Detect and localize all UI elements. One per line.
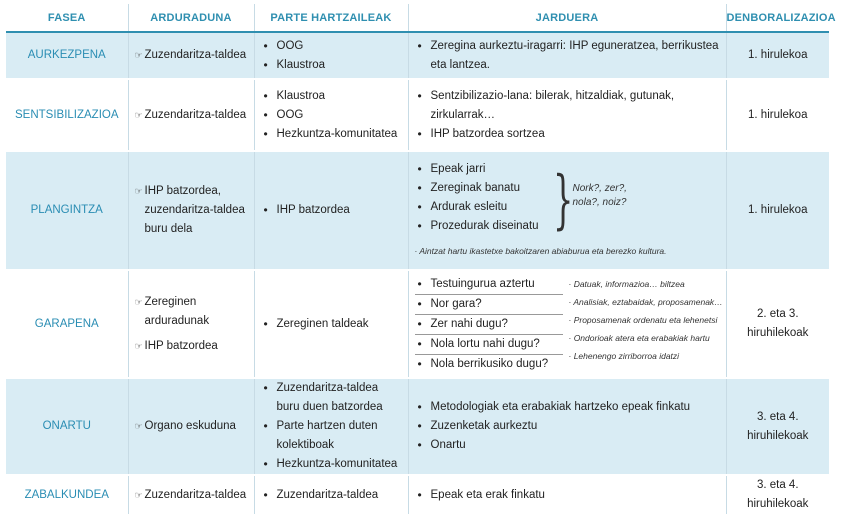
responsible-text: IHP batzordea, zuzendaritza-taldea buru dela xyxy=(144,185,245,235)
table-row xyxy=(6,475,829,515)
phase-cell: ZABALKUNDEA xyxy=(6,475,128,515)
list-item: • Zuzenketak aurkeztu xyxy=(415,417,720,436)
curly-brace-icon: } xyxy=(552,163,573,237)
responsible-text: Zuzendaritza-taldea xyxy=(144,108,247,121)
time-cell: 2. eta 3. hiruhilekoak xyxy=(726,270,829,378)
list-item: • Zuzendaritza-taldea xyxy=(261,486,402,505)
participants-cell xyxy=(254,475,408,515)
responsible-cell xyxy=(128,151,254,270)
pointing-hand-icon: ☞ xyxy=(134,186,143,196)
responsible-cell xyxy=(128,270,254,378)
phase-table xyxy=(6,4,836,516)
participants-cell xyxy=(254,151,408,270)
list-item: • Nola berrikusiko dugu? xyxy=(415,355,563,374)
header-parte-hartzaileak: PARTE HARTZAILEAK xyxy=(254,4,408,32)
phase-cell: GARAPENA xyxy=(6,270,128,378)
list-item: • Zereginak banatu xyxy=(415,179,720,198)
responsible-cell xyxy=(128,79,254,151)
list-item: • Epeak eta erak finkatu xyxy=(415,486,720,505)
list-item: • Sentzibilizazio-lana: bilerak, hitzaldiak, gutunak, zirkularrak… xyxy=(415,87,720,125)
responsible-text: Zuzendaritza-taldea xyxy=(144,488,247,501)
header-denboralizazioa: DENBORALIZAZIOA xyxy=(726,4,829,32)
responsible-text: IHP batzordea xyxy=(144,339,218,352)
list-item: • Epeak jarri xyxy=(415,160,720,179)
side-note: · Datuak, informazioa… biltzea xyxy=(568,278,685,289)
table-row xyxy=(6,378,829,475)
list-item: • Klaustroa xyxy=(261,87,402,106)
activities-cell xyxy=(408,79,726,151)
list-item: • OOG xyxy=(261,106,402,125)
side-note: · Proposamenak ordenatu eta lehenetsi xyxy=(568,314,718,325)
activities-cell xyxy=(408,32,726,79)
list-item: • Parte hartzen duten kolektiboak xyxy=(261,417,402,455)
brace-note-line: Nork?, zer?, xyxy=(572,183,627,194)
time-cell: 1. hirulekoa xyxy=(726,151,829,270)
pointing-hand-icon: ☞ xyxy=(134,421,143,431)
phase-cell: ONARTU xyxy=(6,378,128,475)
list-item: • Zuzendaritza-taldea buru duen batzordea xyxy=(261,379,402,417)
table-row xyxy=(6,151,829,270)
list-item: • Prozedurak diseinatu xyxy=(415,217,720,236)
list-item: • Onartu xyxy=(415,436,720,455)
brace-note-line: nola?, noiz? xyxy=(572,197,627,208)
pointing-hand-icon: ☞ xyxy=(134,296,143,307)
list-item: • Zereginen taldeak xyxy=(261,315,402,334)
list-item: • Zer nahi dugu? xyxy=(415,315,563,335)
phase-cell: PLANGINTZA xyxy=(6,151,128,270)
side-note: · Ondorioak atera eta erabakiak hartu xyxy=(568,332,710,343)
list-item: • Klaustroa xyxy=(261,56,402,75)
list-item: • IHP batzordea sortzea xyxy=(415,125,720,144)
pointing-hand-icon: ☞ xyxy=(134,109,143,120)
participants-cell xyxy=(254,32,408,79)
activities-cell xyxy=(408,378,726,475)
list-item: • Zeregina aurkeztu-iragarri: IHP eguneratzea, berrikustea eta lantzea. xyxy=(415,37,720,75)
participants-cell xyxy=(254,378,408,475)
header-fasea: FASEA xyxy=(6,4,128,32)
header-row xyxy=(6,4,829,32)
side-note: · Analisiak, eztabaidak, proposamenak… xyxy=(568,296,723,307)
time-cell: 1. hirulekoa xyxy=(726,79,829,151)
list-item: • Nola lortu nahi dugu? xyxy=(415,335,563,355)
brace-note xyxy=(573,182,627,210)
header-jarduera: JARDUERA xyxy=(408,4,726,32)
side-notes xyxy=(563,275,723,374)
list-item: • IHP batzordea xyxy=(261,201,402,220)
responsible-text: Organo eskuduna xyxy=(144,420,236,432)
time-cell: 3. eta 4. hiruhilekoak xyxy=(726,475,829,515)
participants-cell xyxy=(254,270,408,378)
pointing-hand-icon: ☞ xyxy=(134,489,143,500)
list-item: • Hezkuntza-komunitatea xyxy=(261,455,402,474)
list-item: • Testuingurua aztertu xyxy=(415,275,563,295)
responsible-text: Zuzendaritza-taldea xyxy=(144,49,247,61)
table-row xyxy=(6,32,829,79)
header-arduraduna: ARDURADUNA xyxy=(128,4,254,32)
list-item: • OOG xyxy=(261,37,402,56)
table-row xyxy=(6,79,829,151)
phase-cell: SENTSIBILIZAZIOA xyxy=(6,79,128,151)
table-row xyxy=(6,270,829,378)
activities-cell xyxy=(408,270,726,378)
responsible-cell xyxy=(128,378,254,475)
responsible-cell xyxy=(128,475,254,515)
pointing-hand-icon: ☞ xyxy=(134,50,143,60)
activities-cell xyxy=(408,475,726,515)
list-item: • Nor gara? xyxy=(415,295,563,315)
time-cell: 1. hirulekoa xyxy=(726,32,829,79)
time-cell: 3. eta 4. hiruhilekoak xyxy=(726,378,829,475)
list-item: • Ardurak esleitu xyxy=(415,198,720,217)
responsible-text: Zereginen arduradunak xyxy=(144,295,210,327)
list-item: • Metodologiak eta erabakiak hartzeko epeak finkatu xyxy=(415,398,720,417)
pointing-hand-icon: ☞ xyxy=(134,340,143,351)
phase-cell: AURKEZPENA xyxy=(6,32,128,79)
activities-cell xyxy=(408,151,726,270)
side-note: · Lehenengo zirriborroa idatzi xyxy=(568,350,680,361)
responsible-cell xyxy=(128,32,254,79)
participants-cell xyxy=(254,79,408,151)
list-item: • Hezkuntza-komunitatea xyxy=(261,125,402,144)
activity-note: · Aintzat hartu ikastetxe bakoitzaren abiaburua eta berezko kultura. xyxy=(414,246,667,256)
